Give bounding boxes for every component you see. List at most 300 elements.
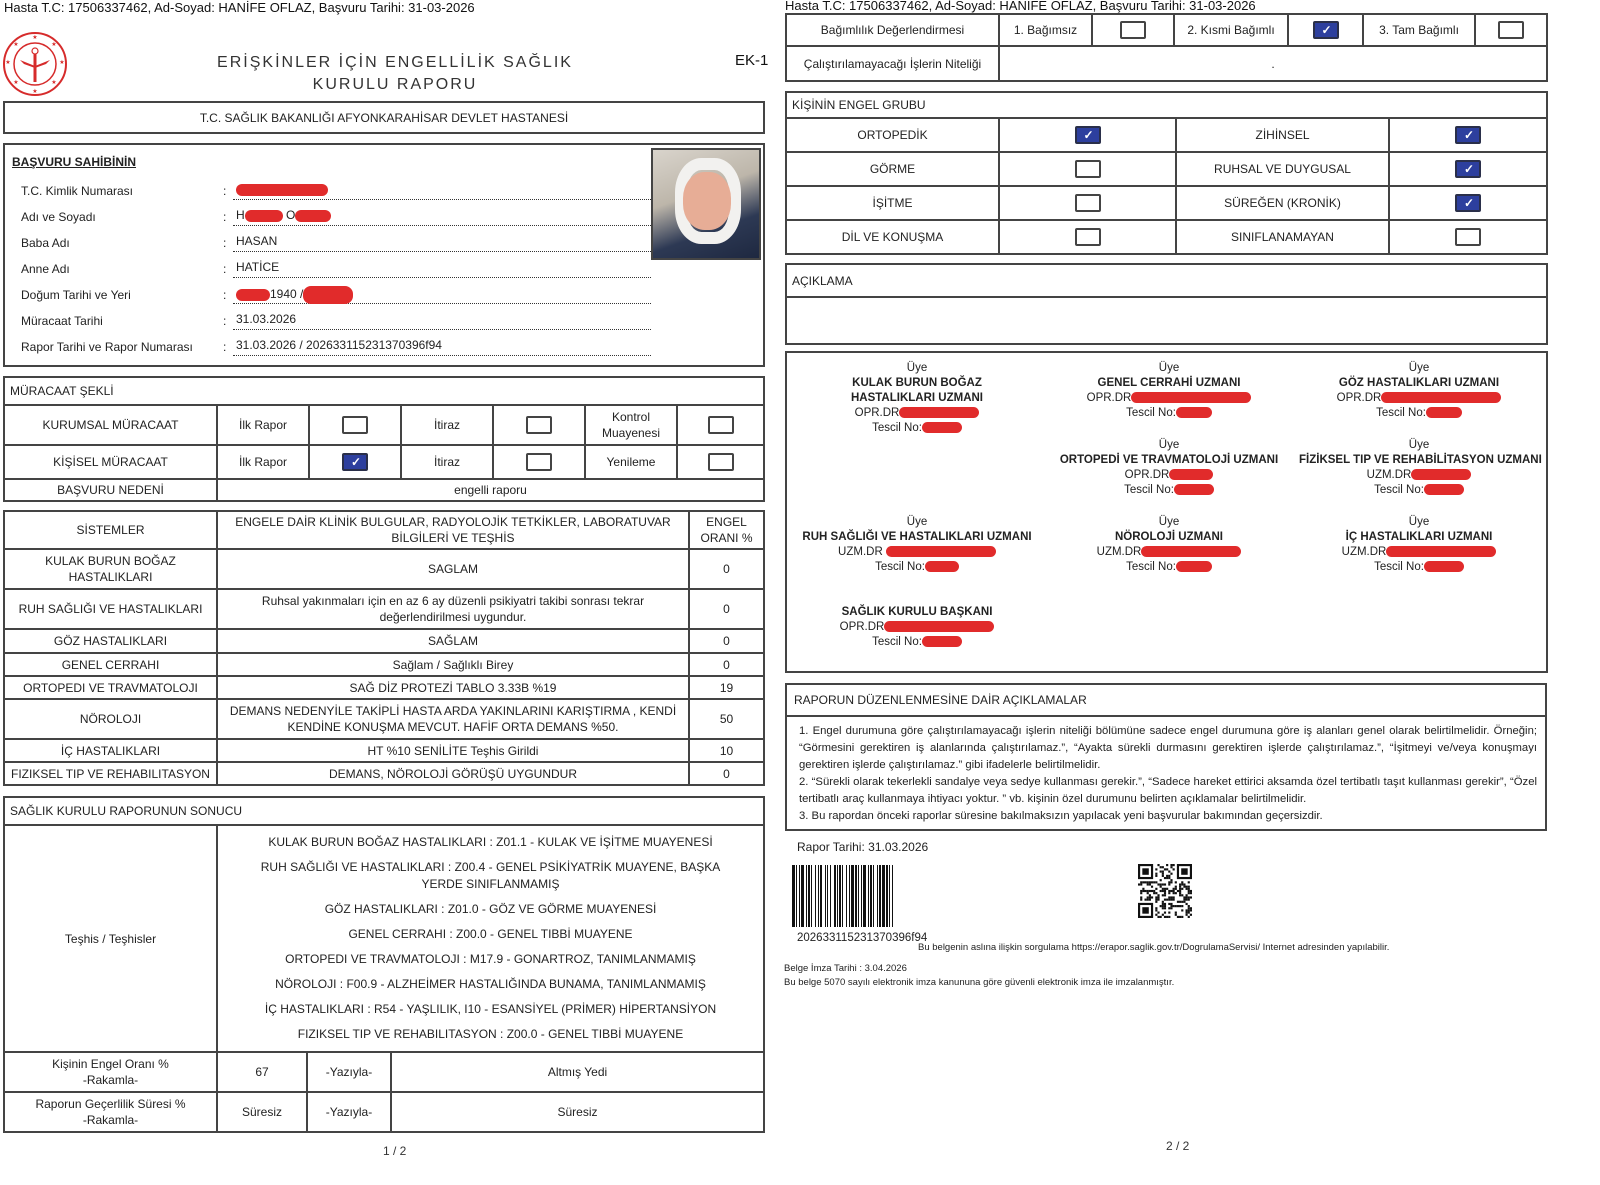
- qr-module: [1168, 907, 1170, 909]
- column-header: ENGELE DAİR KLİNİK BULGULAR, RADYOLOJİK TETKİKLER, LABORATUVAR BİLGİLERİ VE TEŞHİS: [217, 511, 689, 549]
- qr-module: [1157, 883, 1159, 885]
- qr-module: [1173, 888, 1175, 890]
- qr-module: [1181, 881, 1183, 883]
- qr-module: [1166, 888, 1168, 890]
- field-application-date: Müracaat Tarihi : 31.03.2026: [21, 312, 651, 332]
- report-page-2: [782, 0, 1562, 1185]
- qr-module: [1177, 890, 1179, 892]
- table-row: [786, 14, 1547, 46]
- qr-module: [1142, 881, 1144, 883]
- qr-module: [1183, 896, 1185, 898]
- qr-module: [1149, 896, 1151, 898]
- qr-module: [1162, 883, 1164, 885]
- committee-chair: SAĞLIK KURULU BAŞKANI OPR.DR Tescil No:: [839, 606, 993, 648]
- qr-module: [1155, 909, 1157, 911]
- qr-module: [1147, 890, 1149, 892]
- qr-module: [1186, 888, 1188, 890]
- ministry-logo-icon: [2, 30, 68, 98]
- qr-module: [1170, 881, 1172, 883]
- note-item: 2. “Sürekli olarak tekerlekli sandalye veya sedye kullanması gerekir.”, “Sadece hareket ettirici aksamda özel tertibatlı taşıt kullanması gerekir”, “Özel tertibatlı araç kullanmaya ihtiyacı yoktur. ” vb. kişinin özel durumunu belirten açıklamalar belirtilmelidir.: [799, 776, 1537, 805]
- disability-group-heading: KİŞİNİN ENGEL GRUBU: [786, 92, 1547, 118]
- svg-text:★: ★: [13, 42, 19, 48]
- qr-module: [1162, 901, 1164, 903]
- qr-module: [1179, 894, 1181, 896]
- checkbox-institutional-control[interactable]: [708, 416, 734, 434]
- field-value: HASAN: [233, 234, 651, 252]
- qr-module: [1155, 899, 1157, 901]
- qr-module: [1173, 892, 1175, 894]
- qr-module: [1166, 877, 1168, 879]
- qr-module: [1173, 899, 1175, 901]
- patient-header: Hasta T.C: 17506337462, Ad-Soyad: HANİFE OFLAZ, Başvuru Tarihi: 31-03-2026: [4, 0, 475, 15]
- qr-finder: [1142, 907, 1148, 913]
- qr-module: [1140, 896, 1142, 898]
- table-row: İÇ HASTALIKLARI HT %10 SENİLİTE Teşhis Girildi 10: [4, 739, 764, 762]
- field-label: Baba Adı: [21, 236, 70, 250]
- qr-module: [1147, 896, 1149, 898]
- qr-module: [1138, 883, 1140, 885]
- validity-row: [4, 1092, 764, 1132]
- field-birth: Doğum Tarihi ve Yeri : 1940 /: [21, 286, 651, 306]
- qr-module: [1186, 896, 1188, 898]
- svg-text:★: ★: [32, 35, 38, 41]
- qr-module: [1179, 901, 1181, 903]
- qr-module: [1162, 870, 1164, 872]
- qr-module: [1173, 890, 1175, 892]
- qr-module: [1190, 896, 1192, 898]
- diagnosis-list: [217, 825, 764, 1052]
- qr-module: [1147, 881, 1149, 883]
- qr-module: [1170, 899, 1172, 901]
- qr-module: [1188, 912, 1190, 914]
- field-value: 31.03.2026 / 2026331152313703​96f94: [233, 338, 651, 356]
- page-number: 2 / 2: [1166, 1139, 1190, 1153]
- qr-module: [1181, 905, 1183, 907]
- dependency-label: Bağımlılık Değerlendirmesi: [786, 14, 999, 46]
- qr-module: [1157, 916, 1159, 918]
- option-label: İtiraz: [401, 405, 493, 445]
- qr-module: [1173, 905, 1175, 907]
- rate-label: Kişinin Engel Oranı % -Rakamla-: [4, 1052, 217, 1092]
- qr-module: [1164, 868, 1166, 870]
- qr-module: [1157, 894, 1159, 896]
- qr-module: [1157, 864, 1159, 866]
- qr-finder: [1181, 868, 1187, 874]
- field-label: Rapor Tarihi ve Rapor Numarası: [21, 340, 193, 354]
- checkbox-personal-objection[interactable]: [526, 453, 552, 471]
- barcode: [792, 865, 1032, 927]
- qr-module: [1190, 909, 1192, 911]
- field-label: Adı ve Soyadı: [21, 210, 96, 224]
- table-row: ORTOPEDI VE TRAVMATOLOJI SAĞ DİZ PROTEZİ TABLO 3.33B %19 19: [4, 676, 764, 699]
- table-row: NÖROLOJI DEMANS NEDENYİLE TAKİPLİ HASTA ARDA YAKINLARINI KARIŞTIRMA , KENDİ KENDİNE KONUŞMA MEVCUT. HAFİF ORTA DEMANS %50. 50: [4, 699, 764, 739]
- qr-module: [1170, 896, 1172, 898]
- field-value: [233, 182, 651, 200]
- qr-module: [1168, 899, 1170, 901]
- qr-module: [1179, 905, 1181, 907]
- checkbox-unclassified[interactable]: [1455, 228, 1481, 246]
- qr-module: [1170, 907, 1172, 909]
- qr-module: [1170, 866, 1172, 868]
- qr-module: [1149, 894, 1151, 896]
- qr-module: [1175, 905, 1177, 907]
- column-header: SİSTEMLER: [4, 511, 217, 549]
- qr-module: [1140, 881, 1142, 883]
- qr-finder: [1142, 868, 1148, 874]
- qr-module: [1186, 909, 1188, 911]
- qr-module: [1162, 905, 1164, 907]
- table-row: [4, 445, 764, 479]
- option-label: İlk Rapor: [217, 445, 309, 479]
- checkbox-hearing[interactable]: [1075, 194, 1101, 212]
- checkbox-orthopedic[interactable]: [1075, 126, 1101, 144]
- qr-module: [1186, 912, 1188, 914]
- field-value: HATİCE: [233, 260, 651, 278]
- qr-module: [1188, 888, 1190, 890]
- option-label: 3. Tam Bağımlı: [1363, 14, 1475, 46]
- qr-module: [1188, 896, 1190, 898]
- qr-module: [1168, 903, 1170, 905]
- qr-module: [1188, 909, 1190, 911]
- qr-module: [1188, 881, 1190, 883]
- qr-module: [1186, 914, 1188, 916]
- qr-module: [1188, 890, 1190, 892]
- qr-module: [1168, 896, 1170, 898]
- table-row: GÖRME RUHSAL VE DUYGUSAL ✓: [786, 152, 1547, 186]
- disability-group-table: [785, 91, 1548, 255]
- qr-module: [1157, 896, 1159, 898]
- qr-module: [1190, 914, 1192, 916]
- field-value: 1940 /: [233, 286, 651, 304]
- committee-member: Üye GÖZ HASTALIKLARI UZMANI OPR.DR Tescil No:: [1299, 361, 1539, 421]
- table-row: DİL VE KONUŞMA SINIFLANAMAYAN: [786, 220, 1547, 254]
- qr-module: [1188, 886, 1190, 888]
- qr-module: [1181, 883, 1183, 885]
- patient-header: Hasta T.C: 17506337462, Ad-Soyad: HANİFE OFLAZ, Başvuru Tarihi: 31-03-2026: [785, 0, 1256, 13]
- qr-module: [1144, 890, 1146, 892]
- qr-module: [1162, 866, 1164, 868]
- field-report-number: Rapor Tarihi ve Rapor Numarası : 31.03.2026 / 2026331152313703​96f94: [21, 338, 651, 358]
- committee-member: Üye GENEL CERRAHİ UZMANI OPR.DR Tescil No:: [1049, 361, 1289, 421]
- diagnosis-label: Teşhis / Teşhisler: [4, 825, 217, 1052]
- qr-module: [1183, 886, 1185, 888]
- qr-module: [1181, 916, 1183, 918]
- checkbox-personal-first[interactable]: [342, 453, 368, 471]
- written-label: -Yazıyla-: [307, 1052, 391, 1092]
- qr-module: [1179, 892, 1181, 894]
- checkbox-institutional-first[interactable]: [342, 416, 368, 434]
- qr-module: [1170, 873, 1172, 875]
- sign-date: Belge İmza Tarihi : 3.04.2026: [784, 963, 907, 974]
- dependency-table: [785, 13, 1548, 82]
- committee-member: Üye ORTOPEDİ VE TRAVMATOLOJİ UZMANI OPR.DR Tescil No:: [1059, 439, 1279, 496]
- explanation-heading: AÇIKLAMA: [786, 264, 1547, 297]
- table-row: [786, 46, 1547, 81]
- qr-module: [1175, 892, 1177, 894]
- field-tc-no: T.C. Kimlik Numarası :: [21, 182, 651, 202]
- checkbox-mental[interactable]: [1455, 126, 1481, 144]
- qr-module: [1149, 883, 1151, 885]
- qr-module: [1186, 886, 1188, 888]
- qr-module: [1190, 890, 1192, 892]
- qr-module: [1153, 890, 1155, 892]
- field-value: 31.03.2026: [233, 312, 651, 330]
- option-label: 1. Bağımsız: [999, 14, 1092, 46]
- diagnosis-item: FIZIKSEL TIP VE REHABILITASYON : Z00.0 - GENEL TIBBİ MUAYENE: [297, 1027, 684, 1041]
- qr-module: [1160, 916, 1162, 918]
- table-row: KULAK BURUN BOĞAZ HASTALIKLARI SAGLAM 0: [4, 549, 764, 589]
- report-date: Rapor Tarihi: 31.03.2026: [797, 840, 929, 854]
- qr-module: [1149, 899, 1151, 901]
- qr-module: [1144, 881, 1146, 883]
- qr-module: [1166, 875, 1168, 877]
- qr-module: [1173, 896, 1175, 898]
- result-table: [3, 796, 765, 1133]
- qr-module: [1168, 875, 1170, 877]
- result-heading: SAĞLIK KURULU RAPORUNUN SONUCU: [4, 797, 764, 825]
- qr-module: [1160, 886, 1162, 888]
- qr-module: [1147, 892, 1149, 894]
- qr-module: [1170, 903, 1172, 905]
- qr-module: [1142, 888, 1144, 890]
- qr-module: [1160, 870, 1162, 872]
- systems-table: [3, 510, 765, 786]
- qr-code: [1138, 864, 1192, 918]
- explanation-table: [785, 263, 1548, 345]
- work-nature-label: Çalıştırılamayacağı İşlerin Niteliği: [786, 46, 999, 81]
- checkbox-partially-dependent[interactable]: [1313, 21, 1339, 39]
- qr-module: [1170, 905, 1172, 907]
- qr-module: [1186, 899, 1188, 901]
- applicant-heading: BAŞVURU SAHİBİNİN: [12, 155, 137, 169]
- diagnosis-item: ORTOPEDI VE TRAVMATOLOJI : M17.9 - GONARTROZ, TANIMLANMAMIŞ: [285, 952, 696, 966]
- diagnosis-row: [4, 825, 764, 1052]
- qr-module: [1160, 866, 1162, 868]
- svg-text:★: ★: [59, 60, 65, 66]
- qr-module: [1177, 901, 1179, 903]
- field-mother-name: Anne Adı : HATİCE: [21, 260, 651, 280]
- field-name: Adı ve Soyadı : H O: [21, 208, 651, 228]
- qr-module: [1164, 903, 1166, 905]
- qr-module: [1164, 890, 1166, 892]
- validity-value: Süresiz: [217, 1092, 307, 1132]
- committee-member: Üye RUH SAĞLIĞI VE HASTALIKLARI UZMANI UZM.DR Tescil No:: [802, 516, 1032, 573]
- qr-module: [1140, 890, 1142, 892]
- qr-module: [1181, 888, 1183, 890]
- diagnosis-item: GENEL CERRAHI : Z00.0 - GENEL TIBBİ MUAYENE: [348, 927, 633, 941]
- qr-module: [1164, 905, 1166, 907]
- option-label: İlk Rapor: [217, 405, 309, 445]
- qr-module: [1175, 888, 1177, 890]
- qr-module: [1168, 912, 1170, 914]
- field-label: T.C. Kimlik Numarası: [21, 184, 134, 198]
- qr-module: [1168, 916, 1170, 918]
- qr-module: [1155, 914, 1157, 916]
- barcode-bar: [893, 865, 894, 927]
- qr-module: [1183, 901, 1185, 903]
- qr-module: [1164, 899, 1166, 901]
- qr-module: [1190, 892, 1192, 894]
- qr-module: [1188, 892, 1190, 894]
- checkbox-speech[interactable]: [1075, 228, 1101, 246]
- note-item: 3. Bu rapordan önceki raporlar süresine bakılmaksızın yapılacak yeni başvurular bakımından geçersizdir.: [799, 810, 1323, 822]
- column-header: ENGEL ORANI %: [689, 511, 764, 549]
- qr-module: [1179, 886, 1181, 888]
- table-row: GENEL CERRAHI Sağlam / Sağlıklı Birey 0: [4, 653, 764, 676]
- qr-module: [1166, 899, 1168, 901]
- qr-module: [1164, 877, 1166, 879]
- qr-module: [1164, 907, 1166, 909]
- title-line-2: KURULU RAPORU: [312, 76, 478, 93]
- table-header: [4, 511, 764, 549]
- checkbox-fully-dependent[interactable]: [1498, 21, 1524, 39]
- report-title: [160, 52, 630, 96]
- qr-module: [1153, 881, 1155, 883]
- qr-module: [1162, 903, 1164, 905]
- qr-module: [1168, 870, 1170, 872]
- applicant-photo: [651, 148, 761, 260]
- qr-module: [1179, 890, 1181, 892]
- esign-text: Bu belge 5070 sayılı elektronik imza kanununa göre güvenli elektronik imza ile imzalanmıştır.: [784, 977, 1175, 988]
- qr-module: [1164, 912, 1166, 914]
- qr-module: [1181, 894, 1183, 896]
- qr-module: [1170, 890, 1172, 892]
- qr-module: [1153, 892, 1155, 894]
- title-line-1: ERİŞKİNLER İÇİN ENGELLİLİK SAĞLIK: [217, 54, 573, 71]
- field-father-name: Baba Adı : HASAN: [21, 234, 651, 254]
- verify-text: Bu belgenin aslına ilişkin sorgulama https://erapor.saglik.gov.tr/DogrulamaServisi/ Internet adresinden yapılabilir.: [918, 942, 1390, 953]
- qr-module: [1175, 881, 1177, 883]
- svg-text:★: ★: [51, 42, 57, 48]
- svg-text:★: ★: [13, 80, 19, 86]
- qr-module: [1173, 868, 1175, 870]
- checkbox-chronic[interactable]: [1455, 194, 1481, 212]
- qr-module: [1188, 916, 1190, 918]
- qr-module: [1168, 877, 1170, 879]
- qr-module: [1168, 890, 1170, 892]
- qr-module: [1181, 901, 1183, 903]
- application-type: KİŞİSEL MÜRACAAT: [4, 445, 217, 479]
- reason-label: BAŞVURU NEDENİ: [4, 479, 217, 501]
- qr-module: [1160, 890, 1162, 892]
- committee-member: Üye FİZİKSEL TIP VE REHABİLİTASYON UZMANI UZM.DR Tescil No:: [1299, 439, 1542, 496]
- qr-module: [1179, 883, 1181, 885]
- table-row: RUH SAĞLIĞI VE HASTALIKLARI Ruhsal yakınmaları için en az 6 ay düzenli psikiyatri takibi sonrası tekrar değerlendirilmesi uygundur. 0: [4, 589, 764, 629]
- qr-module: [1155, 875, 1157, 877]
- reason-value: engelli raporu: [217, 479, 764, 501]
- qr-module: [1162, 873, 1164, 875]
- validity-label: Raporun Geçerlilik Süresi % -Rakamla-: [4, 1092, 217, 1132]
- work-nature-value: .: [999, 46, 1547, 81]
- written-label: -Yazıyla-: [307, 1092, 391, 1132]
- table-row: İŞİTME SÜREĞEN (KRONİK) ✓: [786, 186, 1547, 220]
- diagnosis-item: NÖROLOJI : F00.9 - ALZHEİMER HASTALIĞINDA BUNAMA, TANIMLANMAMIŞ: [275, 977, 706, 991]
- qr-module: [1147, 899, 1149, 901]
- notes-section: [785, 683, 1547, 831]
- qr-module: [1151, 890, 1153, 892]
- qr-module: [1170, 864, 1172, 866]
- hospital-name: T.C. SAĞLIK BAKANLIĞI AFYONKARAHİSAR DEVLET HASTANESİ: [3, 101, 765, 134]
- redaction-mark: [236, 184, 328, 196]
- checkbox-vision[interactable]: [1075, 160, 1101, 178]
- diagnosis-item: KULAK BURUN BOĞAZ HASTALIKLARI : Z01.1 - KULAK VE İŞİTME MUAYENESİ: [268, 835, 713, 849]
- qr-module: [1155, 907, 1157, 909]
- qr-module: [1160, 905, 1162, 907]
- qr-module: [1162, 907, 1164, 909]
- qr-module: [1164, 916, 1166, 918]
- qr-module: [1162, 914, 1164, 916]
- field-value: H O: [233, 208, 651, 226]
- notes-body: [799, 723, 1537, 825]
- committee-member: Üye KULAK BURUN BOĞAZ HASTALIKLARI UZMANI OPR.DR Tescil No:: [850, 362, 984, 434]
- committee-signatures: [785, 351, 1548, 673]
- qr-module: [1186, 894, 1188, 896]
- qr-module: [1166, 864, 1168, 866]
- qr-module: [1188, 905, 1190, 907]
- checkbox-institutional-objection[interactable]: [526, 416, 552, 434]
- qr-module: [1160, 883, 1162, 885]
- qr-module: [1181, 909, 1183, 911]
- qr-module: [1175, 886, 1177, 888]
- committee-member: Üye NÖROLOJİ UZMANI UZM.DR Tescil No:: [1049, 515, 1289, 575]
- qr-module: [1155, 868, 1157, 870]
- qr-module: [1162, 875, 1164, 877]
- qr-module: [1164, 883, 1166, 885]
- qr-module: [1170, 879, 1172, 881]
- option-label: İtiraz: [401, 445, 493, 479]
- qr-module: [1173, 864, 1175, 866]
- diagnosis-item: GÖZ HASTALIKLARI : Z01.0 - GÖZ VE GÖRME MUAYENESİ: [324, 902, 657, 916]
- qr-module: [1160, 879, 1162, 881]
- note-item: 1. Engel durumuna göre çalıştırılamayacağı işlerin niteliği bölümüne sadece engel durumuna göre iş alanları genel olarak belirtilmelidir. Örneğin; “Görmesini gerektiren iş alanlarında çalıştırılamaz.”, “Ayakta sürekli durmasını gerektiren işlerde çalıştırılamaz.”, “İşitmeyi ve/veya konuşmayı gerektiren işlerde çalıştırılamaz.” gibi ifadelerle belirtilmelidir.: [799, 725, 1537, 771]
- checkbox-independent[interactable]: [1120, 21, 1146, 39]
- qr-module: [1177, 916, 1179, 918]
- qr-module: [1175, 912, 1177, 914]
- qr-module: [1175, 914, 1177, 916]
- barcode-number: 2026331152313703​96f94: [797, 932, 928, 944]
- qr-module: [1162, 888, 1164, 890]
- qr-module: [1157, 899, 1159, 901]
- qr-module: [1179, 888, 1181, 890]
- table-row: [4, 479, 764, 501]
- application-heading: MÜRACAAT ŞEKLİ: [4, 377, 764, 405]
- application-type-table: [3, 376, 765, 502]
- qr-module: [1162, 894, 1164, 896]
- qr-module: [1168, 892, 1170, 894]
- qr-module: [1140, 899, 1142, 901]
- qr-module: [1149, 881, 1151, 883]
- field-label: Anne Adı: [21, 262, 70, 276]
- qr-module: [1155, 881, 1157, 883]
- report-page-1: [0, 0, 780, 1185]
- explanation-value: [786, 297, 1547, 344]
- qr-module: [1166, 916, 1168, 918]
- form-code: EK-1: [735, 52, 769, 69]
- qr-module: [1166, 868, 1168, 870]
- qr-module: [1140, 883, 1142, 885]
- table-row: GÖZ HASTALIKLARI SAĞLAM 0: [4, 629, 764, 653]
- diagnosis-item: İÇ HASTALIKLARI : R54 - YAŞLILIK, I10 - ESANSİYEL (PRİMER) HİPERTANSİYON: [264, 1002, 717, 1016]
- qr-module: [1190, 907, 1192, 909]
- checkbox-personal-renewal[interactable]: [708, 453, 734, 471]
- qr-module: [1140, 892, 1142, 894]
- checkbox-psychological[interactable]: [1455, 160, 1481, 178]
- qr-module: [1144, 899, 1146, 901]
- qr-module: [1177, 905, 1179, 907]
- page-number: 1 / 2: [383, 1144, 407, 1158]
- option-label: Yenileme: [585, 445, 677, 479]
- rate-written: Altmış Yedi: [391, 1052, 764, 1092]
